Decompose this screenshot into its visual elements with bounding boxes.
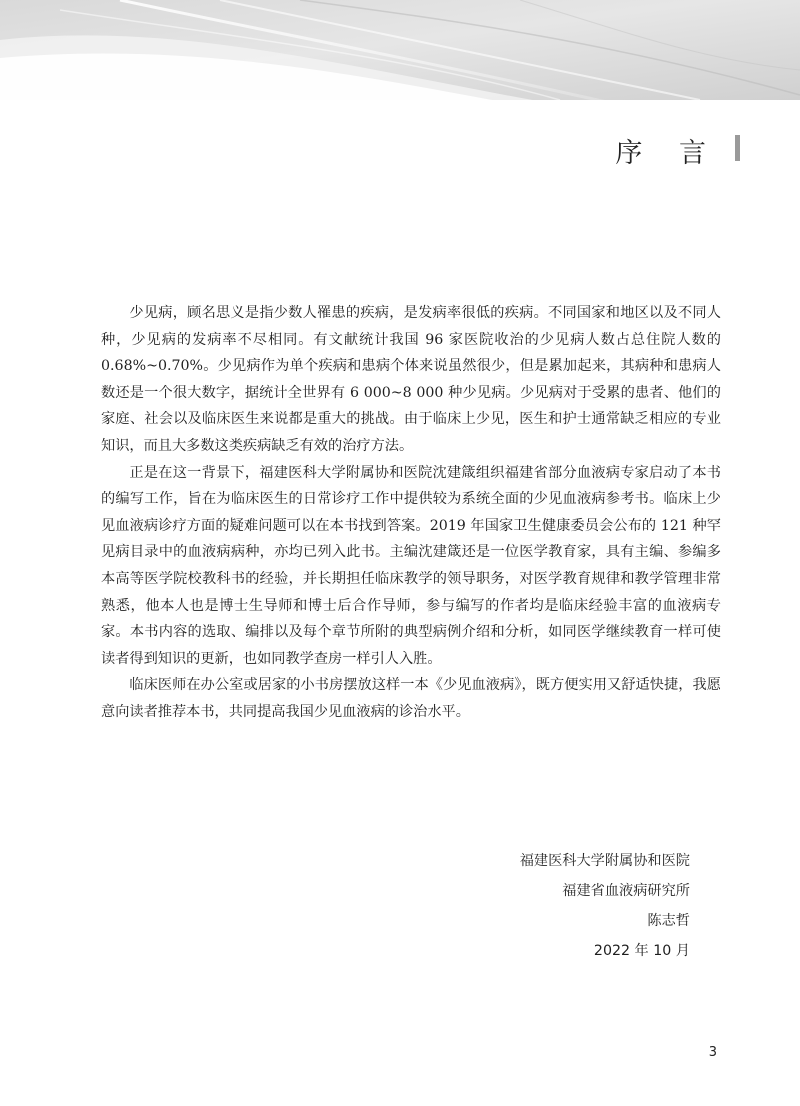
page-title: 序 言 xyxy=(615,138,720,169)
signature-institution: 福建医科大学附属协和医院 xyxy=(519,853,690,869)
signature-date: 2022 年 10 月 xyxy=(593,943,690,959)
paragraph: 临床医师在办公室或居家的小书房摆放这样一本《少见血液病》，既方便实用又舒适快捷，我愿意向读者推荐本书，共同提高我国少见血液病的诊治水平。 xyxy=(101,677,721,720)
paragraph: 少见病，顾名思义是指少数人罹患的疾病，是发病率很低的疾病。不同国家和地区以及不同人种，少见病的发病率不尽相同。有文献统计我国 96 家医院收治的少见病人数占总住院人数的 0.68%~0.70%。少见病作为单个疾病和患病个体来说虽然很少，但是累加起来，其病种和患病人数还是一个很大数字，据统计全世界有 6 000~8 000 种少见病。少见病对于受累的患者、他们的家庭、社会以及临床医生来说都是重大的挑战。由于临床上少见，医生和护士通常缺乏相应的专业知识，而且大多数这类疾病缺乏有效的治疗方法。 xyxy=(101,305,721,454)
signature-department: 福建省血液病研究所 xyxy=(562,883,690,899)
header-decorative-band xyxy=(0,0,800,105)
title-accent-bar xyxy=(735,135,740,161)
signature-block xyxy=(520,846,690,966)
header-wave-graphic xyxy=(0,0,800,105)
page-number: 3 xyxy=(708,1045,717,1060)
paragraph: 正是在这一背景下，福建医科大学附属协和医院沈建箴组织福建省部分血液病专家启动了本书的编写工作，旨在为临床医生的日常诊疗工作中提供较为系统全面的少见血液病参考书。临床上少见血液病诊疗方面的疑难问题可以在本书找到答案。2019 年国家卫生健康委员会公布的 121 种罕见病目录中的血液病病种，亦均已列入此书。主编沈建箴还是一位医学教育家，具有主编、参编多本高等医学院校教科书的经验，并长期担任临床教学的领导职务，对医学教育规律和教学管理非常熟悉，他本人也是博士生导师和博士后合作导师，参与编写的作者均是临床经验丰富的血液病专家。本书内容的选取、编排以及每个章节所附的典型病例介绍和分析，如同医学继续教育一样可使读者得到知识的更新，也如同教学查房一样引人入胜。 xyxy=(101,464,721,667)
preface-body xyxy=(101,300,721,726)
signature-author: 陈志哲 xyxy=(647,913,690,929)
